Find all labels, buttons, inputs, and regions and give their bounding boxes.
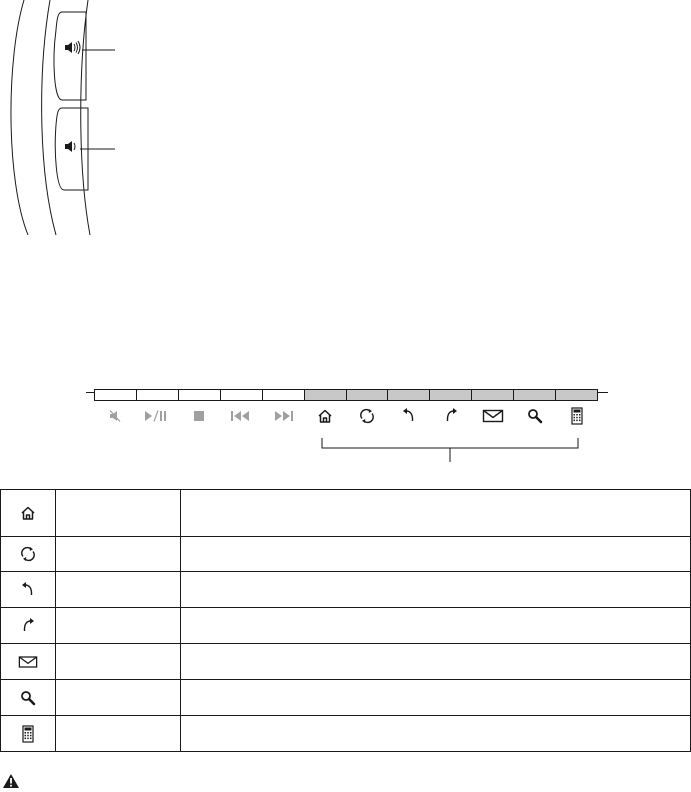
table-description-cell xyxy=(181,608,691,644)
table-description-cell xyxy=(181,537,691,572)
strip-segment[interactable] xyxy=(263,390,305,400)
table-icon-cell xyxy=(1,716,56,752)
device-side-view xyxy=(0,0,691,260)
stop-icon xyxy=(192,409,206,423)
table-row xyxy=(1,680,691,716)
back-icon xyxy=(20,581,36,599)
play-pause-button[interactable] xyxy=(136,405,178,427)
forward-button[interactable] xyxy=(430,405,472,427)
table-description-cell xyxy=(181,644,691,680)
table-row xyxy=(1,644,691,680)
table-name-cell xyxy=(56,572,181,608)
home-icon xyxy=(20,505,36,521)
table-row xyxy=(1,716,691,752)
table-icon-cell xyxy=(1,537,56,572)
volume-down-button[interactable] xyxy=(55,108,115,190)
table-row xyxy=(1,608,691,644)
forward-icon xyxy=(443,407,459,425)
device-edge-outer xyxy=(11,0,28,235)
table-description-cell xyxy=(181,716,691,752)
device-edge-middle xyxy=(42,0,56,235)
strip-icon-row xyxy=(94,405,598,427)
warning-icon xyxy=(2,773,20,789)
mail-icon xyxy=(18,655,38,669)
table-description-cell xyxy=(181,490,691,537)
mail-button[interactable] xyxy=(472,405,514,427)
function-table xyxy=(0,489,691,752)
table-icon-cell xyxy=(1,572,56,608)
mail-icon xyxy=(482,409,504,423)
refresh-button[interactable] xyxy=(346,405,388,427)
strip-segment[interactable] xyxy=(95,390,137,400)
table-icon-cell xyxy=(1,608,56,644)
table-name-cell xyxy=(56,608,181,644)
table-row xyxy=(1,490,691,537)
strip-segment[interactable] xyxy=(388,390,430,400)
strip-segment[interactable] xyxy=(137,390,179,400)
play-pause-icon xyxy=(143,409,171,423)
device-edge-inner xyxy=(81,0,90,235)
mute-icon xyxy=(108,409,122,423)
home-button[interactable] xyxy=(304,405,346,427)
table-row xyxy=(1,537,691,572)
refresh-icon xyxy=(358,407,376,425)
strip-baseline-right xyxy=(598,392,608,393)
strip-segment[interactable] xyxy=(221,390,263,400)
strip-segment[interactable] xyxy=(514,390,556,400)
table-name-cell xyxy=(56,537,181,572)
previous-track-button[interactable] xyxy=(220,405,262,427)
strip-segment[interactable] xyxy=(472,390,514,400)
strip-segment[interactable] xyxy=(305,390,347,400)
strip-segment[interactable] xyxy=(179,390,221,400)
strip-segment[interactable] xyxy=(347,390,389,400)
table-description-cell xyxy=(181,572,691,608)
calculator-button[interactable] xyxy=(556,405,598,427)
back-button[interactable] xyxy=(388,405,430,427)
strip-segment[interactable] xyxy=(430,390,472,400)
strip-baseline-left xyxy=(86,392,94,393)
calculator-icon xyxy=(571,407,583,425)
back-icon xyxy=(401,407,417,425)
next-track-button[interactable] xyxy=(262,405,304,427)
touch-button-strip xyxy=(94,389,598,401)
mute-button[interactable] xyxy=(94,405,136,427)
search-button[interactable] xyxy=(514,405,556,427)
table-row xyxy=(1,572,691,608)
strip-segment[interactable] xyxy=(556,390,597,400)
forward-icon xyxy=(20,617,36,635)
refresh-icon xyxy=(19,545,37,563)
search-icon xyxy=(527,408,543,424)
table-name-cell xyxy=(56,680,181,716)
table-name-cell xyxy=(56,716,181,752)
next-track-icon xyxy=(272,409,294,423)
calculator-icon xyxy=(22,725,34,743)
search-icon xyxy=(20,690,36,706)
speaker-loud-icon xyxy=(65,41,80,54)
table-name-cell xyxy=(56,644,181,680)
stop-button[interactable] xyxy=(178,405,220,427)
home-icon xyxy=(317,408,333,424)
table-icon-cell xyxy=(1,680,56,716)
table-icon-cell xyxy=(1,644,56,680)
table-name-cell xyxy=(56,490,181,537)
table-description-cell xyxy=(181,680,691,716)
table-icon-cell xyxy=(1,490,56,537)
previous-track-icon xyxy=(230,409,252,423)
speaker-soft-icon xyxy=(65,141,75,152)
